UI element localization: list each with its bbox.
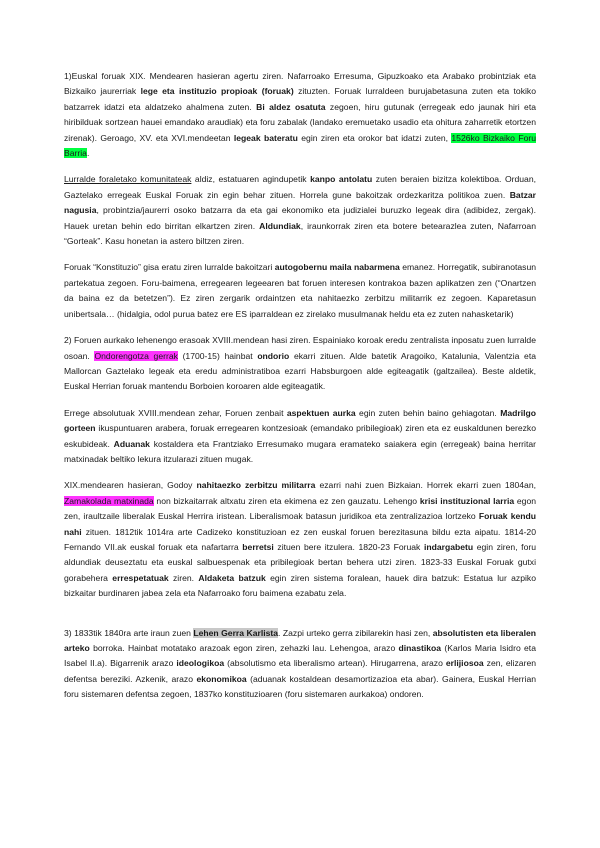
highlighted-text: Lehen Gerra Karlista [193,627,279,638]
text-run: (1700-15) hainbat [177,350,258,361]
paragraph [64,333,536,395]
bold-text: kanpo antolatu [310,174,373,185]
bold-text: ekonomikoa [196,673,247,684]
text-run: zituzten. Foruak lurraldeen burujabetasuna zuten eta tokiko batzarrek idatzi eta aldatzeko ahalmena zuten. [64,86,536,112]
bold-text: ondorio [257,350,290,361]
bold-text: nahitaezko zerbitzu militarra [196,480,316,491]
text-run: 3) 1833tik 1840ra arte iraun zuen [64,627,194,638]
text-run: , iraunkorrak ziren eta botere betearazlea zuten, Nafarroan “Gorteak”. Kasu honetan ia astero biltzen ziren. [64,220,536,247]
text-run: egin ziren sistema foralean, hauek dira batzuk: Estatua lur azpiko bizkaitar burdinaren jabea zela eta Nafarroako foru baimena ezabatu zela. [64,572,536,599]
bold-text: legeak bateratu [233,132,298,143]
text-run: ziren. [168,572,199,583]
text-run: zituen bere itzulera. 1820-23 Foruak [273,541,424,552]
text-run: XIX.mendearen hasieran, Godoy [64,480,197,491]
text-run: , probintzia/jaurerri osoko batzarra da eta gai ekonomiko eta judizialei buruzko legeak dira (adibidez, zergak). Hauek uretan behin edo birritan elkartzen ziren. [64,205,536,231]
paragraph [64,626,536,703]
highlighted-text: Zamakolada matxinada [64,495,154,506]
bold-text: erlijiosoa [445,658,484,669]
text-run: (Karlos Maria Isidro eta Isabel II.a). Bigarrenik arazo [64,643,536,669]
bold-text: Madrilgo gorteen [64,407,537,434]
paragraph [64,478,536,601]
text-run: egin zuten behin baino gehiagotan. [355,407,501,418]
bold-text: berretsi [242,541,274,552]
underlined-text: Lurralde foraletako komunitateak [64,174,192,185]
bold-text: aspektuen aurka [286,407,356,418]
text-run: zituen. 1812tik 1014ra arte Cadizeko konstituzioan ez zen euskal foruen berezitasuna bildu ezta aipatu. 1814-20 Fernando VII.ak euskal foruak eta nafartarra [64,526,536,552]
text-run: egin ziren eta orokor bat idatzi zuten, [297,132,452,143]
text-run: (absolutismo eta liberalismo artean). Hirugarrena, arazo [224,658,446,669]
bold-text: Bi aldez osatuta [256,101,326,112]
text-run: borroka. Hainbat motatako arazoak egon ziren, zehazki lau. Lehengoa, arazo [89,643,399,653]
bold-text: indargabetu [423,541,474,552]
paragraph [64,69,536,161]
document-body [64,69,536,714]
paragraph [64,172,536,249]
text-run: egon zen, iraultzaile liberalak Euskal Herrira iristean. Liberalismoak batasun juridikoa eta zentralizazioa lortzeko [64,495,536,522]
bold-text: Batzar nagusia [64,189,536,216]
text-run: egin ziren, foru aldundiak deuseztatu eta euskal salbuespenak eta pribilegioak bertan behera utzi ziren. 1823-33 Euskal Foruak gutxi gorabehera [64,541,536,583]
bold-text: Aldundiak [259,220,301,231]
text-run: zen, elizaren defentsa bereziki. Azkenik, arazo [64,658,536,684]
bold-text: ideologikoa [176,658,225,669]
bold-text: errespetatuak [112,572,169,583]
text-run: emanez. Horregatik, subiranotasun partekatua zegoen. Foru-baimena, erregearen legeearen bat foruen interesen kontrakoa bazen aplikatzen zen (“Onartzen da baina ez da betetzen”). Ez ziren zergarik ordaintzen eta nahitaezko zerbitzu militarrik ez zegoen. Kaparetasun unibertsala… (hidalgia, odol purua batez ere ES iparraldean ez zirelako musulmanak heldu eta ez zuten nahasketarik) [64,262,537,319]
text-run: (aduanak kostaldean desamortizazioa eta abar). Gainera, Euskal Herrian foru sistemaren defentsa zegoen, 1837ko konstituzioaren (foru sistemaren aurkakoa) ondoren. [64,673,536,700]
bold-text: Foruak kendu nahi [64,511,536,537]
bold-text: autogobernu maila nabarmena [274,262,400,273]
text-run: Foruak “Konstituzio” gisa eratu ziren lurralde bakoitzari [64,262,275,273]
bold-text: absolutisten eta liberalen arteko [64,627,537,653]
text-run: zegoen, hiru gutunak (erregeak edo jaunak hiri eta hiribilduak sortzean hauei emandako araudiak) eta foru zabalak (landako eremuetako usadio eta ohitura zaharretik etortzen zirenak). Geroago, XV. eta XVI.mendeetan [64,101,536,143]
text-run: . Zazpi urteko gerra zibilarekin hasi zen, [278,627,433,638]
text-run: 1)Euskal foruak XIX. Mendearen hasieran agertu ziren. Nafarroako Erresuma, Gipuzkoako eta Arabako probintziak eta Bizkaiko jaurerriak [64,71,536,97]
text-run: non bizkaitarrak altxatu ziren eta ekimena ez zen gauzatu. Lehengo [153,495,420,506]
text-run: Errege absolutuak XVIII.mendean zehar, Foruen zenbait [64,407,287,418]
text-run: . [86,148,90,159]
text-run: kostaldera eta Frantziako Erresumako mugara eramateko saiakera egin (erregeak) baina herritar matxinadak beltiko lekura itzularazi zituen mugak. [64,438,536,464]
bold-text: Aldaketa batzuk [198,572,266,583]
text-run: ikuspuntuaren arabera, foruak erregearen kontzesioak (emandako pribilegioak) ziren eta ez euskaldunen berezko eskubideak. [64,423,536,449]
highlighted-text: Ondorengotza gerrak [94,350,178,361]
text-run: aldiz, estatuaren agindupetik [191,174,311,185]
text-run: zuten beraien bizitza kolektiboa. Orduan, Gaztelako erregeak Euskal Foruak zin egin behar zituen. Horrela gune bakoitzak ordezkaritza politikoa zuen. [64,174,537,200]
text-run: ezarri nahi zuen Bizkaian. Horrek ekarri zuen 1804an, [315,480,536,491]
bold-text: krisi instituzional larria [419,495,515,506]
bold-text: dinastikoa [398,643,442,653]
paragraph [64,260,536,322]
bold-text: lege eta instituzio propioak (foruak) [140,86,294,97]
bold-text: Aduanak [113,438,150,449]
paragraph [64,406,536,468]
highlighted-text: 1526ko Bizkaiko Foru Barria [64,132,536,159]
text-run: 2) Foruen aurkako lehenengo erasoak XVIII.mendean hasi ziren. Espainiako koroak eredu zentralista inposatu zuen lurralde osoan. [64,335,536,361]
text-run: ekarri zituen. Alde batetik Aragoiko, Katalunia, Valentzia eta Mallorcan Gaztelako legeak eta eredu administratiboa ezarri Habsburgoen alde egiteagatik (galtzailea). Beste aldetik, Euskal Herrian foruak mantendu Borboien koroaren alde egiteagatik. [64,350,536,392]
